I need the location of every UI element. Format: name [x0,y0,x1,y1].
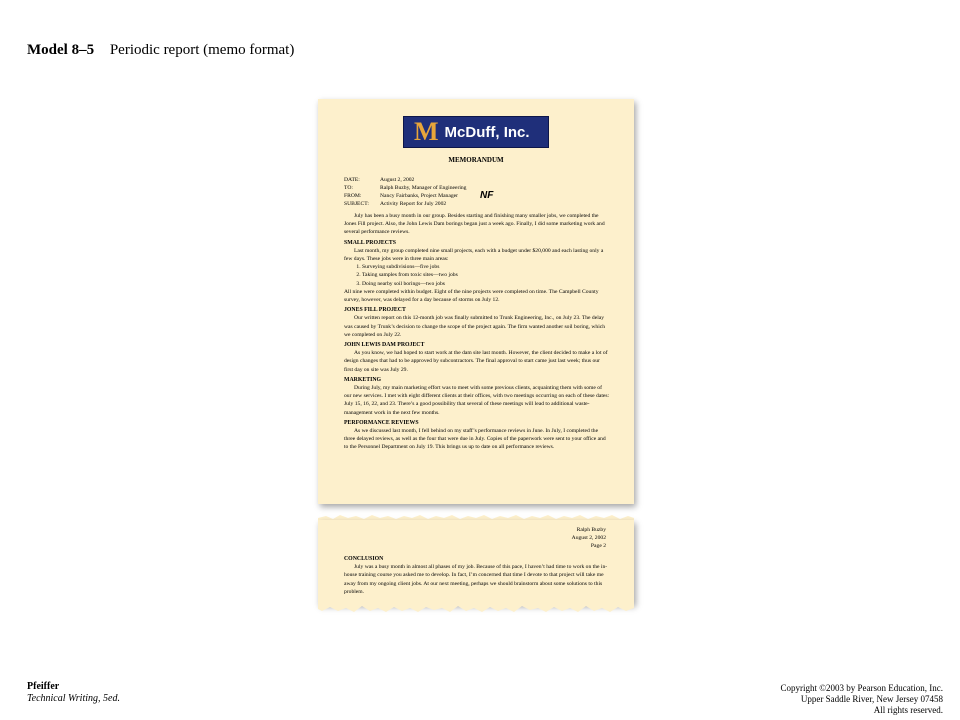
model-caption: Periodic report (memo format) [109,42,295,58]
marketing-paragraph: During July, my main marketing effort was to meet with some previous clients, acquainting them with some of our new services. I met with eight different clients at their offices, with two meetings occurring on each of these dates: July 15, 16, 22, and 23. There’s a good possibility that several of these meetings will lead to additional waste-management work in the next few months. [344,385,610,416]
marketing-heading: MARKETING [344,376,382,383]
jones-fill-paragraph: Our written report on this 12-month job was finally submitted to Trunk Engineering, Inc., on July 23. The delay was caused by Trunk’s decision to change the scope of the project again. The firm wanted another soil boring, which we completed on July 22. [344,315,606,338]
footer-copyright [780,683,943,716]
reviews-paragraph: As we discussed last month, I fell behind on my staff’s performance reviews in June. In July, I completed the three delayed reviews, as well as the four that were due in July. Copies of the paperwork were sent to your office and to the Personnel Department on July 19. This brings us up to date on all performance reviews. [344,428,606,451]
footer-credit [27,681,120,705]
memo-header-fields [344,176,466,208]
company-logo [403,116,549,148]
sender-initials: NF [480,190,494,201]
john-lewis-heading: JOHN LEWIS DAM PROJECT [344,342,425,349]
to-label: TO: [344,185,353,191]
date-label: DATE: [344,177,360,183]
copyright-line: Copyright ©2003 by Pearson Education, Inc. [780,683,943,693]
logo-name: McDuff, Inc. [444,123,530,141]
from-row [344,192,466,200]
page2-body [344,553,610,596]
address-line: Upper Saddle River, New Jersey 07458 [800,694,943,704]
subject-row [344,200,466,208]
torn-edge-bottom [318,602,634,614]
subject-label: SUBJECT: [344,201,369,207]
footer-author: Pfeiffer [27,681,60,692]
list-item: 1. Surveying subdivisions—five jobs [362,263,610,271]
reviews-heading: PERFORMANCE REVIEWS [344,419,419,426]
small-projects-list [344,263,610,288]
intro-paragraph: July has been a busy month in our group. Besides starting and finishing many smaller jobs, we completed the Jones Fill project. Also, the John Lewis Dam borings began just a week ago. Finally, I did some marketing work and several performance reviews. [344,213,605,236]
logo-letter: M [414,117,439,146]
from-value: Nancy Fairbanks, Project Manager [380,193,458,199]
page2-header [572,526,606,550]
footer-book: Technical Writing, 5ed. [27,693,120,704]
subject-value: Activity Report for July 2002 [380,201,447,207]
to-row [344,184,466,192]
page2-name: Ralph Buzby [576,527,606,533]
memo-page-2 [318,520,634,604]
to-value: Ralph Buzby, Manager of Engineering [380,185,467,191]
date-value: August 2, 2002 [380,177,415,183]
conclusion-paragraph: July was a busy month in almost all phases of my job. Because of this pace, I haven’t had time to work on the in-house training course you asked me to develop. In fact, I’m concerned that time I devote to that project will take me away from my ongoing client jobs. At our next meeting, perhaps we should brainstorm about some solutions to this problem. [344,564,608,595]
small-projects-paragraph: Last month, my group completed nine small projects, each with a budget under $20,000 and each lasting only a few days. These jobs were in three main areas: [344,247,604,263]
model-number: Model 8–5 [27,42,95,58]
list-item: 3. Doing nearby soil borings—two jobs [362,280,610,288]
memo-page-1 [318,99,634,504]
memo-heading: MEMORANDUM [448,156,504,164]
small-projects-summary: All nine were completed within budget. Eight of the nine projects were completed on time. The Campbell County survey, however, was delayed for a day because of storms on July 12. [344,288,599,304]
small-projects-heading: SMALL PROJECTS [344,239,397,246]
page2-number: Page 2 [590,543,606,549]
slide-title [27,42,294,59]
conclusion-heading: CONCLUSION [344,556,384,562]
from-label: FROM: [344,193,362,199]
john-lewis-paragraph: As you know, we had hoped to start work at the dam site last month. However, the client decided to make a lot of design changes that had to be approved by subcontractors. The final approval to start came just last week; thus our first day on site was July 29. [344,350,608,373]
page2-date: August 2, 2002 [571,535,606,541]
rights-line: All rights reserved. [873,705,943,715]
list-item: 2. Taking samples from toxic sites—two jobs [362,271,610,279]
memo-body [344,212,610,452]
date-row [344,176,466,184]
jones-fill-heading: JONES FILL PROJECT [344,307,406,314]
